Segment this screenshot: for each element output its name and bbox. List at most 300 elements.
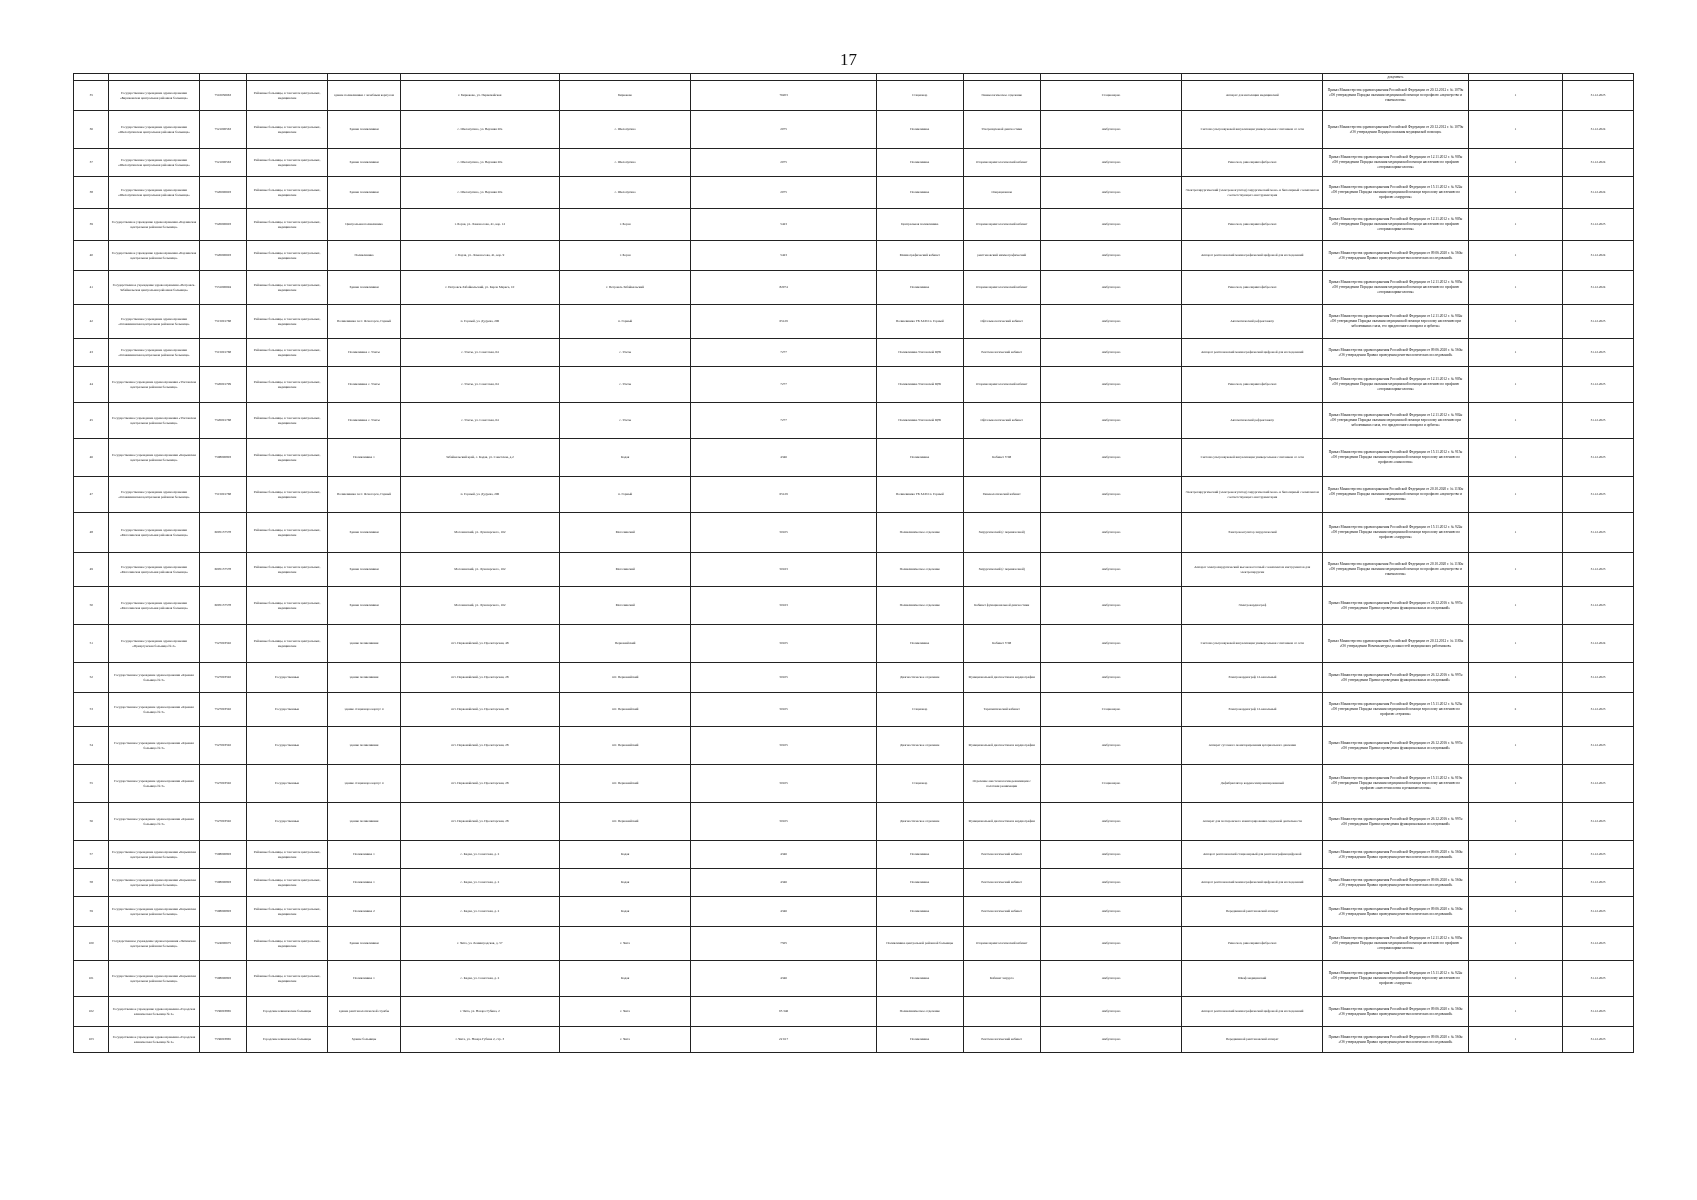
equipment-cell: Передвижной рентгеновский аппарат bbox=[1182, 1027, 1323, 1053]
care-form-cell: Амбулаторно bbox=[1040, 305, 1182, 339]
row-number-cell: 45 bbox=[74, 403, 109, 439]
building-cell: Здание поликлиники bbox=[328, 587, 401, 625]
date-cell: 31.12.2024 bbox=[1563, 149, 1634, 177]
unit-cell: Оториноларингологический кабинет bbox=[963, 927, 1040, 961]
address-cell: г. Чита, ул. Назара Губина, 2 bbox=[400, 997, 559, 1027]
unit-cell: Оториноларингологический кабинет bbox=[963, 367, 1040, 403]
care-form-cell: Амбулаторно bbox=[1040, 367, 1182, 403]
division-cell: Поликлиника центральной районной больницы bbox=[876, 927, 963, 961]
unit-cell: Рентгенологический кабинет bbox=[963, 339, 1040, 367]
equipment-table bbox=[73, 73, 1634, 1053]
organization-cell: Государственное учреждение здравоохранения «Карымская центральная районная больница» bbox=[109, 897, 199, 927]
code-cell: 4346 bbox=[691, 897, 876, 927]
row-number-cell: 39 bbox=[74, 209, 109, 241]
row-number-cell: 57 bbox=[74, 841, 109, 869]
unit-cell: Операционная bbox=[963, 177, 1040, 209]
row-number-cell: 52 bbox=[74, 663, 109, 693]
inn-cell: 7508000803 bbox=[199, 841, 247, 869]
quantity-cell: 1 bbox=[1468, 241, 1562, 271]
org-type-cell: Районные больницы, в том числе центральных, медицинские bbox=[247, 339, 328, 367]
division-cell: Поликлиника bbox=[876, 897, 963, 927]
locality-cell: п. Горный bbox=[559, 477, 691, 513]
row-number-cell: 38 bbox=[74, 177, 109, 209]
organization-cell: Государственное учреждение здравоохранения «Улетовская центральная районная больница» bbox=[109, 367, 199, 403]
code-cell: 2075 bbox=[691, 111, 876, 149]
equipment-cell: Аппарат рентгеновский маммографический цифровой для исследований bbox=[1182, 997, 1323, 1027]
regulation-note-cell: Приказ Министерства здравоохранения Российской Федерации от 15.11.2012 г. № 919н «Об утверждении Порядка оказания медицинской помощи взрослому населению по профилю «анестезиология и реаниматология» bbox=[1323, 765, 1469, 803]
regulation-note-cell: Приказ Министерства здравоохранения Российской Федерации от 12.11.2012 г. № 902н «Об утверждении Порядка оказания медицинской помощи взрослому населению при заболеваниях глаза, его придаточного аппарата и орбиты» bbox=[1323, 403, 1469, 439]
regulation-note-cell: Приказ Министерства здравоохранения Российской Федерации от 12.11.2012 г. № 905н «Об утверждении Порядка оказания медицинской помощи населению по профилю «оториноларингология» bbox=[1323, 149, 1469, 177]
regulation-note-cell: Приказ Министерства здравоохранения Российской Федерации от 15.11.2012 г. № 922н «Об утверждении Порядка оказания медицинской помощи взрослому населению по профилю «хирургия» bbox=[1323, 961, 1469, 997]
date-cell: 31.12.2023 bbox=[1563, 897, 1634, 927]
division-cell: Поликлиника bbox=[876, 869, 963, 897]
organization-cell: Государственное учреждение здравоохранения «Краевая больница № 3» bbox=[109, 693, 199, 727]
equipment-cell: Риноскоп, ринолярингофиброскоп bbox=[1182, 271, 1323, 305]
cell bbox=[109, 74, 199, 81]
org-type-cell: Районные больницы, в том числе центральных, медицинские bbox=[247, 553, 328, 587]
unit-cell: Оториноларингологический кабинет bbox=[963, 209, 1040, 241]
locality-cell: Могочинский bbox=[559, 587, 691, 625]
care-form-cell: Амбулаторно bbox=[1040, 927, 1182, 961]
locality-cell: Кадая bbox=[559, 439, 691, 477]
locality-cell: Первомайский bbox=[559, 625, 691, 663]
equipment-cell: Система ультразвуковой визуализации универсальная с питанием от сети bbox=[1182, 439, 1323, 477]
unit-cell: Хирургический (с перевязочной) bbox=[963, 513, 1040, 553]
table-row bbox=[74, 727, 1634, 765]
care-form-cell: Амбулаторно bbox=[1040, 727, 1182, 765]
table-row bbox=[74, 1027, 1634, 1053]
unit-cell: Офтальмологический кабинет bbox=[963, 305, 1040, 339]
row-number-cell: 40 bbox=[74, 241, 109, 271]
table-row bbox=[74, 765, 1634, 803]
building-cell: Поликлиника 1 bbox=[328, 869, 401, 897]
locality-cell: Кадая bbox=[559, 897, 691, 927]
building-cell: Поликлиника bbox=[328, 241, 401, 271]
table-row bbox=[74, 81, 1634, 111]
building-cell: Поликлиника 2 bbox=[328, 897, 401, 927]
locality-cell: Кадая bbox=[559, 841, 691, 869]
inn-cell: 6005137578 bbox=[199, 513, 247, 553]
unit-cell: Функциональной диагностики и кардиографии bbox=[963, 727, 1040, 765]
date-cell: 31.12.2023 bbox=[1563, 1027, 1634, 1053]
page-number: 17 bbox=[840, 50, 857, 69]
equipment-cell: Риноскоп, ринолярингофиброскоп bbox=[1182, 209, 1323, 241]
table-continuation-row bbox=[74, 74, 1634, 81]
quantity-cell: 1 bbox=[1468, 477, 1562, 513]
equipment-cell: Дефибриллятор кардиосинхронизированный bbox=[1182, 765, 1323, 803]
organization-cell: Государственное учреждение здравоохранения «Краевая больница № 3» bbox=[109, 803, 199, 841]
building-cell: Поликлиника 1 bbox=[328, 439, 401, 477]
regulation-note-cell: Приказ Министерства здравоохранения Российской Федерации от 20.12.2012 г. № 1183н «Об утверждении Номенклатуры должностей медицинских работников» bbox=[1323, 625, 1469, 663]
table-row bbox=[74, 841, 1634, 869]
cell bbox=[876, 74, 963, 81]
inn-cell: 7520000603 bbox=[199, 177, 247, 209]
address-cell: пгт. Первомайский, ул. Пролетарская, 28 bbox=[400, 727, 559, 765]
building-cell: здание поликлиники bbox=[328, 625, 401, 663]
locality-cell: пгт. Первомайский bbox=[559, 693, 691, 727]
address-cell: пгт. Первомайский, ул. Пролетарская, 28 bbox=[400, 693, 559, 727]
table-row bbox=[74, 997, 1634, 1027]
care-form-cell: Амбулаторно bbox=[1040, 111, 1182, 149]
cell bbox=[1040, 74, 1182, 81]
inn-cell: 7515001768 bbox=[199, 305, 247, 339]
org-type-cell: Районные больницы, в том числе центральных, медицинские bbox=[247, 81, 328, 111]
building-cell: здание стационара корпус 4 bbox=[328, 765, 401, 803]
organization-cell: Государственное учреждение здравоохранения «Приаргунская больница № 2» bbox=[109, 625, 199, 663]
regulation-note-cell: Приказ Министерства здравоохранения Российской Федерации от 26.12.2016 г. № 997н «Об утверждении Правил проведения функциональных исследований» bbox=[1323, 727, 1469, 765]
table-row bbox=[74, 305, 1634, 339]
row-number-cell: 47 bbox=[74, 477, 109, 513]
row-number-cell: 43 bbox=[74, 339, 109, 367]
division-cell: Маммографический кабинет bbox=[876, 241, 963, 271]
date-cell: 31.12.2023 bbox=[1563, 553, 1634, 587]
equipment-cell: Электрокардиограф bbox=[1182, 587, 1323, 625]
inn-cell: 7508000803 bbox=[199, 961, 247, 997]
org-type-cell: Районные больницы, в том числе центральных, медицинские bbox=[247, 111, 328, 149]
org-type-cell: Государственные bbox=[247, 663, 328, 693]
row-number-cell: 54 bbox=[74, 727, 109, 765]
address-cell: г. Борзя, ул. Ломоносова, 41, кор. 9 bbox=[400, 241, 559, 271]
code-cell: 4346 bbox=[691, 869, 876, 897]
inn-cell: 7527003592 bbox=[199, 803, 247, 841]
building-cell: Здание поликлиники bbox=[328, 111, 401, 149]
division-cell: Поликлиника Улетовской ЦРБ bbox=[876, 403, 963, 439]
unit-cell: Оториноларингологический кабинет bbox=[963, 271, 1040, 305]
division-cell: Поликлиника bbox=[876, 961, 963, 997]
regulation-note-cell: Приказ Министерства здравоохранения Российской Федерации от 20.10.2020 г. № 1130н «Об утверждении Порядка оказания медицинской помощи по профилю «акушерство и гинекология» bbox=[1323, 553, 1469, 587]
table-row bbox=[74, 587, 1634, 625]
care-form-cell: Амбулаторно bbox=[1040, 803, 1182, 841]
locality-cell: с. Шелопугино bbox=[559, 149, 691, 177]
organization-cell: Государственное учреждение здравоохранения «Могочинская центральная районная больница» bbox=[109, 553, 199, 587]
quantity-cell: 1 bbox=[1468, 81, 1562, 111]
care-form-cell: Стационарно bbox=[1040, 693, 1182, 727]
row-number-cell: 35 bbox=[74, 81, 109, 111]
quantity-cell: 1 bbox=[1468, 961, 1562, 997]
org-type-cell: Городские клинические больницы bbox=[247, 1027, 328, 1053]
table-row bbox=[74, 241, 1634, 271]
care-form-cell: Амбулаторно bbox=[1040, 1027, 1182, 1053]
division-cell: Стационар bbox=[876, 693, 963, 727]
equipment-cell: Аппарат суточного мониторирования артериального давления bbox=[1182, 727, 1323, 765]
quantity-cell: 1 bbox=[1468, 841, 1562, 869]
unit-cell: Кабинет функциональной диагностики bbox=[963, 587, 1040, 625]
equipment-cell: Риноскоп, ринолярингофиброскоп bbox=[1182, 927, 1323, 961]
cell bbox=[963, 74, 1040, 81]
code-cell: 82074 bbox=[691, 271, 876, 305]
address-cell: п. Горный, ул. Дудуева, 206 bbox=[400, 305, 559, 339]
division-cell: Диагностическое отделение bbox=[876, 663, 963, 693]
address-cell: пгт. Первомайский, ул. Пролетарская, 28 bbox=[400, 765, 559, 803]
date-cell: 31.12.2025 bbox=[1563, 209, 1634, 241]
building-cell: Центральная поликлиника bbox=[328, 209, 401, 241]
address-cell: Могочинский, ул. Луначарского, 162 bbox=[400, 553, 559, 587]
inn-cell: 7527003592 bbox=[199, 663, 247, 693]
row-number-cell: 44 bbox=[74, 367, 109, 403]
locality-cell: с. Улеты bbox=[559, 403, 691, 439]
equipment-cell: Аппарат для холтеровского мониторирования сердечной деятельности bbox=[1182, 803, 1323, 841]
date-cell: 31.12.2024 bbox=[1563, 241, 1634, 271]
equipment-cell: Система ультразвуковой визуализации универсальная с питанием от сети bbox=[1182, 625, 1323, 663]
building-cell: Здание поликлиники bbox=[328, 149, 401, 177]
division-cell: Поликлиническое отделение bbox=[876, 997, 963, 1027]
organization-cell: Государственное учреждение здравоохранения «Борзинская центральная районная больница» bbox=[109, 209, 199, 241]
organization-cell: Государственное учреждение здравоохранения «Городская клиническая больница № 2» bbox=[109, 1027, 199, 1053]
quantity-cell: 1 bbox=[1468, 513, 1562, 553]
date-cell: 31.12.2023 bbox=[1563, 927, 1634, 961]
unit-cell: Отделение анестезиологии-реанимации с палатами реанимации bbox=[963, 765, 1040, 803]
inn-cell: 7508000803 bbox=[199, 869, 247, 897]
table-row bbox=[74, 897, 1634, 927]
org-type-cell: Районные больницы, в том числе центральных, медицинские bbox=[247, 869, 328, 897]
building-cell: Поликлиника с. Улеты bbox=[328, 403, 401, 439]
regulation-note-cell: Приказ Министерства здравоохранения Российской Федерации от 15.11.2012 г. № 923н «Об утверждении Порядка оказания медицинской помощи взрослому населению по профилю «терапия» bbox=[1323, 693, 1469, 727]
locality-cell: г. Петровск-Забайкальский bbox=[559, 271, 691, 305]
date-cell: 31.12.2023 bbox=[1563, 587, 1634, 625]
inn-cell: 7520000603 bbox=[199, 209, 247, 241]
quantity-cell: 1 bbox=[1468, 765, 1562, 803]
unit-cell: Рентгенологический кабинет bbox=[963, 1027, 1040, 1053]
address-cell: с. Шелопугино, ул. Верхняя 20а bbox=[400, 111, 559, 149]
regulation-note-cell: Приказ Министерства здравоохранения Российской Федерации от 12.11.2012 г. № 902н «Об утверждении Порядка оказания медицинской помощи взрослому населению при заболеваниях глаза, его придаточного аппарата и орбиты» bbox=[1323, 305, 1469, 339]
address-cell: г. Борзя, ул. Ломоносова, 41, кор. 12 bbox=[400, 209, 559, 241]
code-cell: 76203 bbox=[691, 81, 876, 111]
code-cell: 5423 bbox=[691, 209, 876, 241]
regulation-note-cell: Приказ Министерства здравоохранения Российской Федерации от 15.11.2012 г. № 922н «Об утверждении Порядка оказания медицинской помощи взрослому населению по профилю «хирургия» bbox=[1323, 177, 1469, 209]
org-type-cell: Районные больницы, в том числе центральных, медицинские bbox=[247, 305, 328, 339]
row-number-cell: 37 bbox=[74, 149, 109, 177]
cell bbox=[199, 74, 247, 81]
regulation-note-cell: Приказ Министерства здравоохранения Российской Федерации от 26.12.2016 г. № 997н «Об утверждении Правил проведения функциональных исследований» bbox=[1323, 803, 1469, 841]
locality-cell: Кадая bbox=[559, 961, 691, 997]
locality-cell: с. Улеты bbox=[559, 339, 691, 367]
quantity-cell: 1 bbox=[1468, 111, 1562, 149]
inn-cell: 6005137578 bbox=[199, 587, 247, 625]
address-cell: с. Кадая, ул. Советская, д. 2 bbox=[400, 841, 559, 869]
inn-cell: 7521000563 bbox=[199, 111, 247, 149]
locality-cell: Могочинский bbox=[559, 553, 691, 587]
row-number-cell: 56 bbox=[74, 803, 109, 841]
date-cell: 31.12.2023 bbox=[1563, 727, 1634, 765]
organization-cell: Государственное учреждение здравоохранения «Карымская центральная районная больница» bbox=[109, 439, 199, 477]
table-row bbox=[74, 439, 1634, 477]
inn-cell: 7536003865 bbox=[199, 997, 247, 1027]
table-row bbox=[74, 553, 1634, 587]
inn-cell: 7536003865 bbox=[199, 1027, 247, 1053]
date-cell: 31.12.2023 bbox=[1563, 765, 1634, 803]
division-cell: Поликлиника bbox=[876, 111, 963, 149]
date-cell: 31.12.2025 bbox=[1563, 305, 1634, 339]
code-cell: 2075 bbox=[691, 149, 876, 177]
regulation-note-cell: Приказ Министерства здравоохранения Российской Федерации от 09.06.2020 г. № 560н «Об утверждении Правил проведения рентгенологических исследований» bbox=[1323, 869, 1469, 897]
unit-cell: Рентгенологический кабинет bbox=[963, 841, 1040, 869]
organization-cell: Государственное учреждение здравоохранения «Борзинская центральная районная больница» bbox=[109, 241, 199, 271]
quantity-cell: 1 bbox=[1468, 339, 1562, 367]
quantity-cell: 1 bbox=[1468, 149, 1562, 177]
organization-cell: Государственное учреждение здравоохранения «Улетовская центральная районная больница» bbox=[109, 403, 199, 439]
division-cell: Поликлиника УБ ЗАТО п. Горный bbox=[876, 305, 963, 339]
quantity-cell: 1 bbox=[1468, 869, 1562, 897]
date-cell: 31.12.2023 bbox=[1563, 841, 1634, 869]
care-form-cell: Амбулаторно bbox=[1040, 209, 1182, 241]
table-row bbox=[74, 367, 1634, 403]
division-cell: Поликлиника bbox=[876, 439, 963, 477]
org-type-cell: Районные больницы, в том числе центральных, медицинские bbox=[247, 625, 328, 663]
inn-cell: 7527003592 bbox=[199, 693, 247, 727]
building-cell: здание поликлиники bbox=[328, 727, 401, 765]
unit-cell: Функциональной диагностики и кардиографии bbox=[963, 803, 1040, 841]
cell bbox=[1563, 74, 1634, 81]
row-number-cell: 58 bbox=[74, 869, 109, 897]
equipment-cell: Аппарат рентгеновский маммографический цифровой для исследований bbox=[1182, 339, 1323, 367]
org-type-cell: Районные больницы, в том числе центральных, медицинские bbox=[247, 367, 328, 403]
locality-cell: пгт. Первомайский bbox=[559, 727, 691, 765]
row-number-cell: 51 bbox=[74, 625, 109, 663]
building-cell: Поликлиника п.г.т. Ясногорск, Горный bbox=[328, 305, 401, 339]
inn-cell: 7520001768 bbox=[199, 403, 247, 439]
locality-cell: г. Чита bbox=[559, 997, 691, 1027]
locality-cell: г. Борзя bbox=[559, 241, 691, 271]
quantity-cell: 1 bbox=[1468, 897, 1562, 927]
cell bbox=[1468, 74, 1562, 81]
division-cell: Поликлиника bbox=[876, 1027, 963, 1053]
address-cell: г. Петровск-Забайкальский, ул. Карла Маркса, 10 bbox=[400, 271, 559, 305]
cell bbox=[691, 74, 876, 81]
organization-cell: Государственное учреждение здравоохранения «Читинская центральная районная больница» bbox=[109, 927, 199, 961]
care-form-cell: Амбулаторно bbox=[1040, 587, 1182, 625]
cell bbox=[559, 74, 691, 81]
continued-note-cell: документ» bbox=[1323, 74, 1469, 81]
org-type-cell: Районные больницы, в том числе центральных, медицинские bbox=[247, 149, 328, 177]
code-cell: 7277 bbox=[691, 367, 876, 403]
locality-cell: пгт. Первомайский bbox=[559, 663, 691, 693]
division-cell: Поликлиника bbox=[876, 177, 963, 209]
unit-cell: Терапевтический кабинет bbox=[963, 693, 1040, 727]
unit-cell: Кабинет УЗИ bbox=[963, 439, 1040, 477]
row-number-cell: 48 bbox=[74, 513, 109, 553]
org-type-cell: Государственные bbox=[247, 803, 328, 841]
organization-cell: Государственное учреждение здравоохранения «Оловяннинская центральная районная больница» bbox=[109, 339, 199, 367]
table-row bbox=[74, 209, 1634, 241]
code-cell: 50163 bbox=[691, 587, 876, 625]
locality-cell: с. Шелопугино bbox=[559, 111, 691, 149]
code-cell: 50105 bbox=[691, 625, 876, 663]
regulation-note-cell: Приказ Министерства здравоохранения Российской Федерации от 09.06.2020 г. № 560н «Об утверждении Правил проведения рентгенологических исследований» bbox=[1323, 241, 1469, 271]
building-cell: Поликлиника с. Улеты bbox=[328, 367, 401, 403]
locality-cell: с. Улеты bbox=[559, 367, 691, 403]
address-cell: Забайкальский край, с. Кадая, ул. Советская, д.2 bbox=[400, 439, 559, 477]
table-row bbox=[74, 111, 1634, 149]
org-type-cell: Районные больницы, в том числе центральных, медицинские bbox=[247, 439, 328, 477]
regulation-note-cell: Приказ Министерства здравоохранения Российской Федерации от 09.06.2020 г. № 560н «Об утверждении Правил проведения рентгенологических исследований» bbox=[1323, 897, 1469, 927]
code-cell: 65129 bbox=[691, 305, 876, 339]
unit-cell: Хирургический (с перевязочной) bbox=[963, 553, 1040, 587]
date-cell: 31.12.2024 bbox=[1563, 625, 1634, 663]
code-cell: 22 617 bbox=[691, 1027, 876, 1053]
regulation-note-cell: Приказ Министерства здравоохранения Российской Федерации от 20.12.2012 г. № 1079н «Об утверждении Порядка оказания медицинской помощи по профилю «акушерство и гинекология» bbox=[1323, 81, 1469, 111]
inn-cell: 7520000603 bbox=[199, 241, 247, 271]
equipment-cell: Автоматический рефрактометр bbox=[1182, 403, 1323, 439]
care-form-cell: Амбулаторно bbox=[1040, 997, 1182, 1027]
date-cell: 31.12.2023 bbox=[1563, 513, 1634, 553]
organization-cell: Государственное учреждение здравоохранения «Могочинская центральная районная больница» bbox=[109, 587, 199, 625]
regulation-note-cell: Приказ Министерства здравоохранения Российской Федерации от 12.11.2012 г. № 905н «Об утверждении Порядка оказания медицинской помощи населению по профилю «оториноларингология» bbox=[1323, 367, 1469, 403]
code-cell: 95 346 bbox=[691, 997, 876, 1027]
quantity-cell: 1 bbox=[1468, 177, 1562, 209]
division-cell: Стационар bbox=[876, 765, 963, 803]
org-type-cell: Государственные bbox=[247, 727, 328, 765]
table-row bbox=[74, 339, 1634, 367]
date-cell: 31.12.2023 bbox=[1563, 803, 1634, 841]
regulation-note-cell: Приказ Министерства здравоохранения Российской Федерации от 15.11.2012 г. № 915н «Об утверждении Порядка оказания медицинской помощи взрослому населению по профилю «онкология» bbox=[1323, 439, 1469, 477]
locality-cell: с. Шелопугино bbox=[559, 177, 691, 209]
regulation-note-cell: Приказ Министерства здравоохранения Российской Федерации от 20.12.2012 г. № 1079н «Об утверждении Порядка оказания медицинской помощи» bbox=[1323, 111, 1469, 149]
care-form-cell: Стационарно bbox=[1040, 765, 1182, 803]
unit-cell bbox=[963, 997, 1040, 1027]
division-cell: Поликлиническое отделение bbox=[876, 513, 963, 553]
regulation-note-cell: Приказ Министерства здравоохранения Российской Федерации от 12.11.2012 г. № 905н «Об утверждении Порядка оказания медицинской помощи населению по профилю «оториноларингология» bbox=[1323, 927, 1469, 961]
address-cell: с. Шелопугино, ул. Верхняя 20а bbox=[400, 149, 559, 177]
inn-cell: 7531000694 bbox=[199, 271, 247, 305]
row-number-cell: 55 bbox=[74, 765, 109, 803]
row-number-cell: 103 bbox=[74, 1027, 109, 1053]
date-cell: 31.12.2023 bbox=[1563, 997, 1634, 1027]
date-cell: 31.12.2025 bbox=[1563, 81, 1634, 111]
table-row bbox=[74, 869, 1634, 897]
division-cell: Поликлиника bbox=[876, 841, 963, 869]
organization-cell: Государственное учреждение здравоохранения «Могочинская центральная районная больница» bbox=[109, 513, 199, 553]
address-cell: пгт. Первомайский, ул. Пролетарская, 48 bbox=[400, 625, 559, 663]
table-row bbox=[74, 271, 1634, 305]
inn-cell: 7508000803 bbox=[199, 439, 247, 477]
org-type-cell: Районные больницы, в том числе центральных, медицинские bbox=[247, 271, 328, 305]
equipment-cell: Риноскоп, ринолярингофиброскоп bbox=[1182, 367, 1323, 403]
unit-cell: рентгеновский маммографический bbox=[963, 241, 1040, 271]
row-number-cell: 59 bbox=[74, 897, 109, 927]
org-type-cell: Районные больницы, в том числе центральных, медицинские bbox=[247, 477, 328, 513]
unit-cell: Функциональной диагностики и кардиографии bbox=[963, 663, 1040, 693]
equipment-cell: Аппарат рентгеновский стационарный для рентгенографии цифровой bbox=[1182, 841, 1323, 869]
equipment-cell: Аппарат рентгеновский маммографический цифровой для исследований bbox=[1182, 869, 1323, 897]
table-row bbox=[74, 693, 1634, 727]
organization-cell: Государственное учреждение здравоохранения «Оловяннинская центральная районная больница» bbox=[109, 305, 199, 339]
table-row bbox=[74, 477, 1634, 513]
address-cell: с. Кадая, ул. Советская, д. 2 bbox=[400, 961, 559, 997]
code-cell: 5423 bbox=[691, 241, 876, 271]
care-form-cell: Амбулаторно bbox=[1040, 513, 1182, 553]
equipment-cell: Автоматический рефрактометр bbox=[1182, 305, 1323, 339]
organization-cell: Государственное учреждение здравоохранения «Бирюковская центральная районная больница» bbox=[109, 81, 199, 111]
code-cell: 50105 bbox=[691, 693, 876, 727]
equipment-cell: Аппарат рентгеновский маммографический цифровой для исследований bbox=[1182, 241, 1323, 271]
care-form-cell: Амбулаторно bbox=[1040, 663, 1182, 693]
building-cell: Здание поликлиники bbox=[328, 271, 401, 305]
care-form-cell: Амбулаторно bbox=[1040, 271, 1182, 305]
regulation-note-cell: Приказ Министерства здравоохранения Российской Федерации от 20.10.2020 г. № 1130н «Об утверждении Порядка оказания медицинской помощи по профилю «акушерство и гинекология» bbox=[1323, 477, 1469, 513]
inn-cell: 7508000803 bbox=[199, 897, 247, 927]
quantity-cell: 1 bbox=[1468, 663, 1562, 693]
org-type-cell: Государственные bbox=[247, 693, 328, 727]
date-cell: 31.12.2023 bbox=[1563, 663, 1634, 693]
equipment-cell: Риноскоп, ринолярингофиброскоп bbox=[1182, 149, 1323, 177]
quantity-cell: 1 bbox=[1468, 625, 1562, 663]
division-cell: Поликлиническое отделение bbox=[876, 587, 963, 625]
building-cell: Здание поликлиники bbox=[328, 177, 401, 209]
equipment-cell: Система ультразвуковой визуализации универсальная с питанием от сети bbox=[1182, 111, 1323, 149]
care-form-cell: Стационарно bbox=[1040, 81, 1182, 111]
org-type-cell: Районные больницы, в том числе центральных, медицинские bbox=[247, 403, 328, 439]
table-row bbox=[74, 149, 1634, 177]
